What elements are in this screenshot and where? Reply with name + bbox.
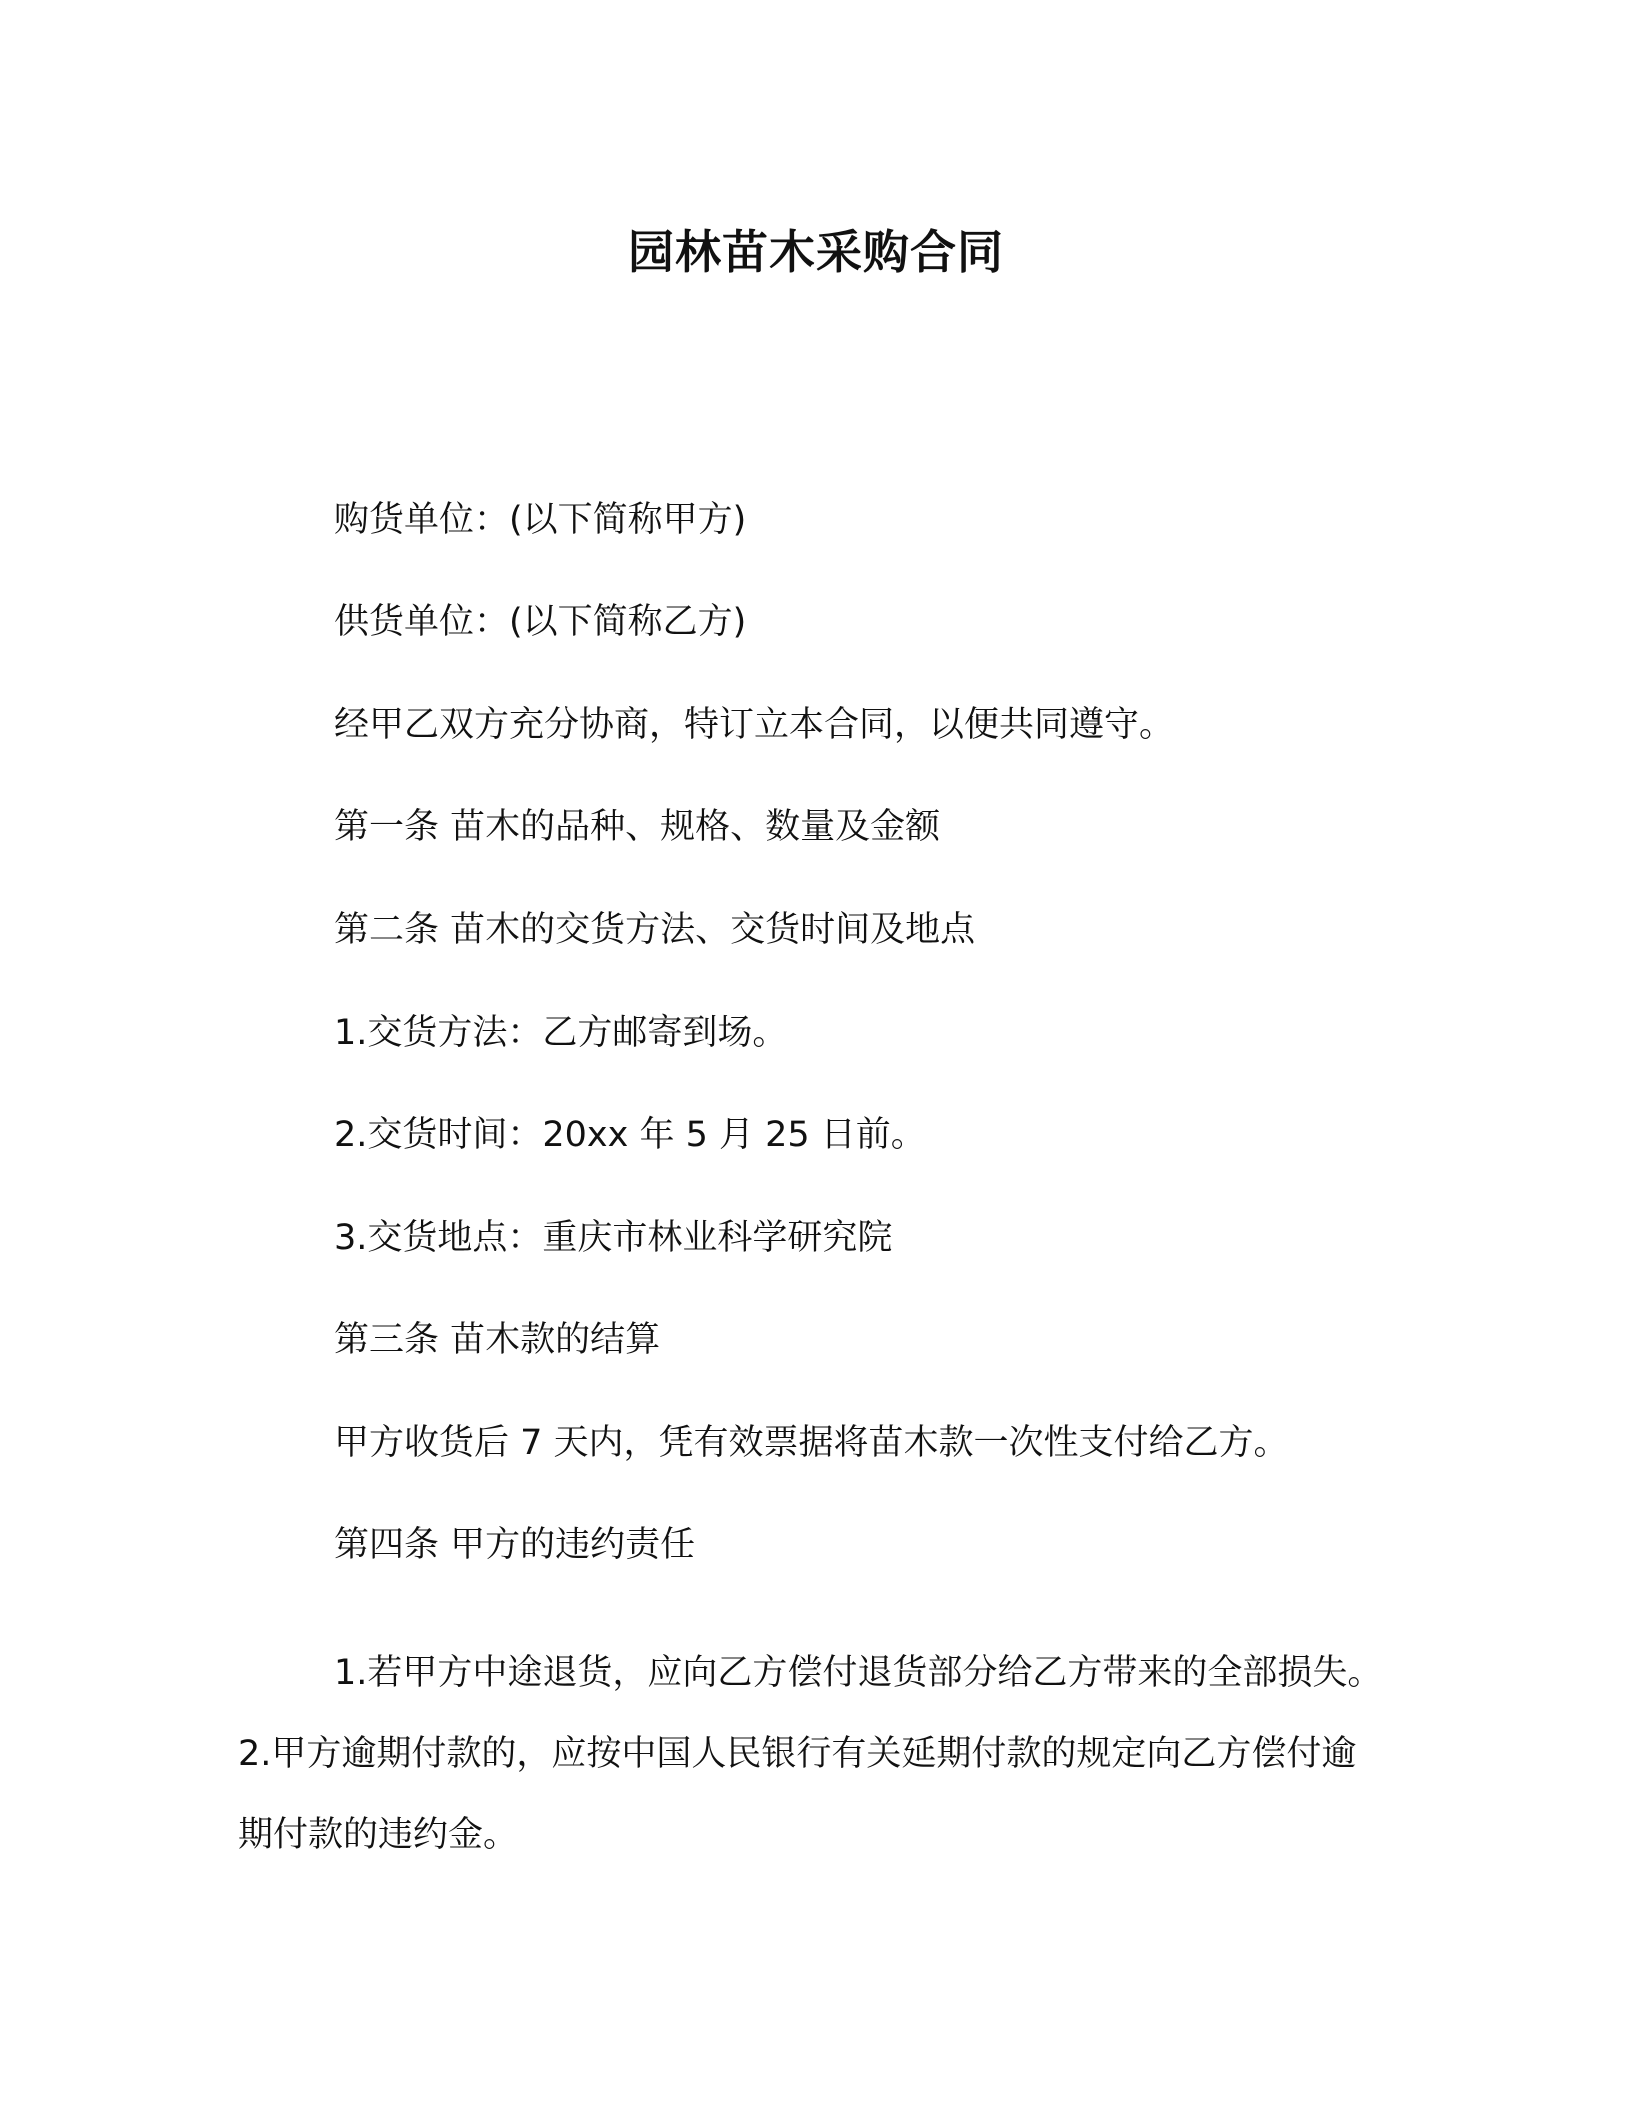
article-4-heading: 第四条 甲方的违约责任 [334,1525,696,1565]
article-2-heading: 第二条 苗木的交货方法、交货时间及地点 [334,910,976,950]
article-3-heading: 第三条 苗木款的结算 [334,1320,661,1360]
delivery-location-line: 3.交货地点：重庆市林业科学研究院 [334,1218,893,1258]
article-1-heading: 第一条 苗木的品种、规格、数量及金额 [334,807,941,847]
document-title: 园林苗木采购合同 [628,225,1004,279]
delivery-method-line: 1.交货方法：乙方邮寄到场。 [334,1013,788,1053]
breach-clause-text: 1.若甲方中途退货，应向乙方偿付退货部分给乙方带来的全部损失。 2.甲方逾期付款的，应按中国人民银行有关延期付款的规定向乙方偿付逾期付款的违约金。 [238,1653,1383,1855]
settlement-paragraph: 甲方收货后 7 天内，凭有效票据将苗木款一次性支付给乙方。 [334,1423,1289,1463]
delivery-time-line: 2.交货时间：20xx 年 5 月 25 日前。 [334,1115,926,1155]
breach-clause-paragraph [238,1633,1388,1876]
intro-paragraph: 经甲乙双方充分协商，特订立本合同，以便共同遵守。 [334,705,1175,745]
supplier-line: 供货单位：(以下简称乙方) [334,602,747,642]
buyer-line: 购货单位：(以下简称甲方) [334,500,747,540]
